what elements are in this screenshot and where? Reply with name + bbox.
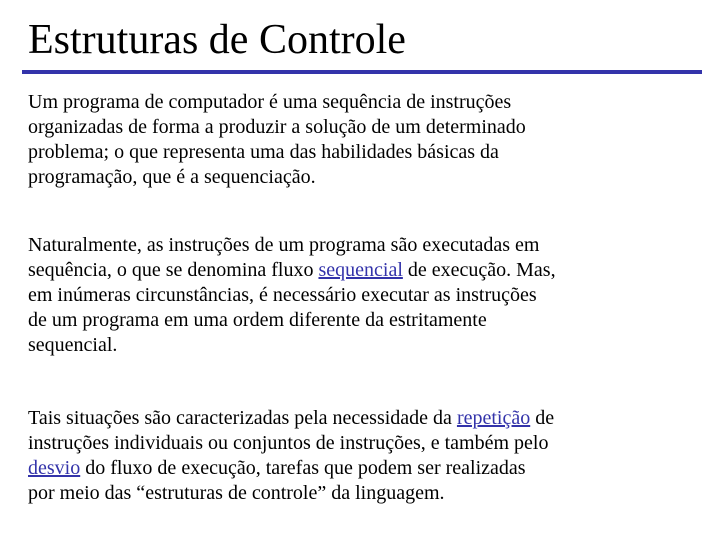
text-line: por meio das “estruturas de controle” da linguagem. bbox=[28, 482, 445, 504]
paragraph-sequential-flow bbox=[28, 233, 708, 358]
text-line: Um programa de computador é uma sequência de instruções bbox=[28, 91, 512, 113]
text-segment: de bbox=[530, 407, 555, 429]
paragraph-control-structures bbox=[28, 406, 708, 506]
text-line: de um programa em uma ordem diferente da estritamente bbox=[28, 309, 487, 331]
text-line: Naturalmente, as instruções de um programa são executadas em bbox=[28, 234, 540, 256]
link-sequencial[interactable]: sequencial bbox=[318, 259, 403, 281]
text-line: programação, que é a sequenciação. bbox=[28, 166, 316, 188]
text-line: organizadas de forma a produzir a solução de um determinado bbox=[28, 116, 526, 138]
text-line: problema; o que representa uma das habilidades básicas da bbox=[28, 141, 499, 163]
text-line: instruções individuais ou conjuntos de instruções, e também pelo bbox=[28, 432, 549, 454]
text-line: sequencial. bbox=[28, 334, 118, 356]
text-segment: do fluxo de execução, tarefas que podem ser realizadas bbox=[80, 457, 526, 479]
text-segment: de execução. Mas, bbox=[402, 259, 556, 281]
text-segment: sequência, o que se denomina fluxo bbox=[28, 259, 319, 281]
text-line: em inúmeras circunstâncias, é necessário executar as instruções bbox=[28, 284, 537, 306]
title-underline-rule bbox=[22, 70, 702, 74]
link-desvio[interactable]: desvio bbox=[28, 457, 81, 479]
link-repeticao[interactable]: repetição bbox=[456, 407, 531, 429]
paragraph-sequence-intro bbox=[28, 90, 708, 190]
text-segment: Tais situações são caracterizadas pela necessidade da bbox=[28, 407, 457, 429]
slide-title: Estruturas de Controle bbox=[28, 17, 406, 63]
